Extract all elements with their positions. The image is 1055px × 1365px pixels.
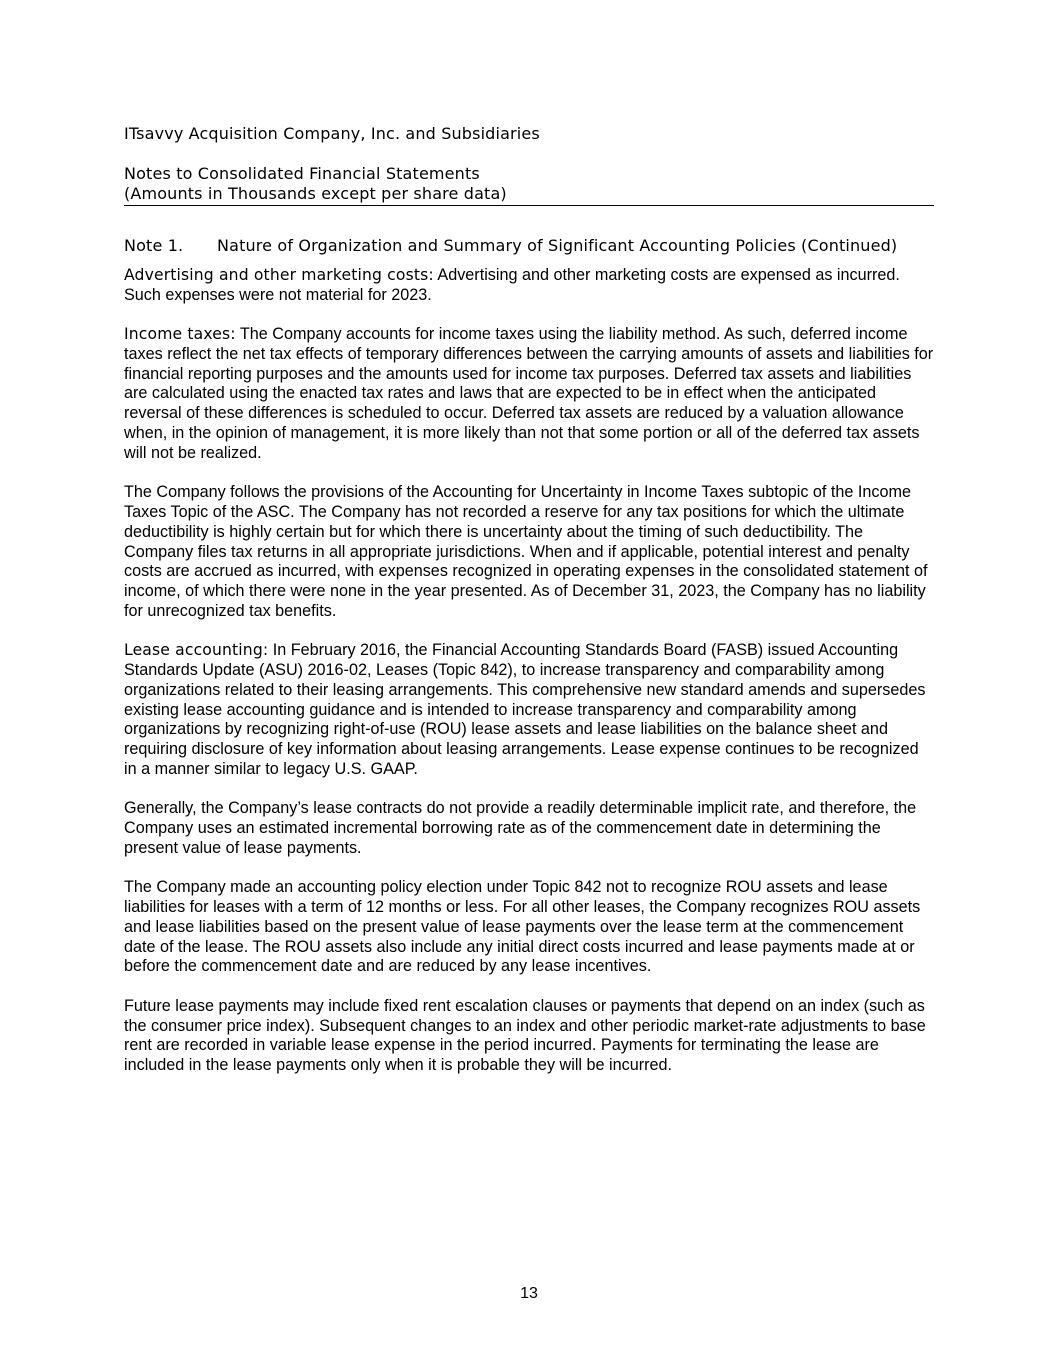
paragraph-implicit-rate: Generally, the Company’s lease contracts do not provide a readily determinable implicit rate, and therefore, the Company uses an estimated incremental borrowing rate as of the commencement date in determining the present value of lease payments. <box>124 799 917 857</box>
page-header <box>124 124 934 206</box>
document-page <box>124 0 934 1365</box>
paragraph-future-payments: Future lease payments may include fixed rent escalation clauses or payments that depend on an index (such as the consumer price index). Subsequent changes to an index and other periodic market-rate adjustments to base rent are recorded in variable lease expense in the period incurred. Payments for terminating the lease are included in the lease payments only when it is probable they will be incurred. <box>124 996 926 1075</box>
paragraph-uncertainty: The Company follows the provisions of the Accounting for Uncertainty in Income Taxes subtopic of the Income Taxes Topic of the ASC. The Company has not recorded a reserve for any tax positions for which the ultimate deductibility is highly certain but for which there is uncertainty about the timing of such deductibility. The Company files tax returns in all appropriate jurisdictions. When and if applicable, potential interest and penalty costs are accrued as incurred, with expenses recognized in operating expenses in the consolidated statement of income, of which there were none in the year presented. As of December 31, 2023, the Company has no liability for unrecognized tax benefits. <box>124 483 928 620</box>
note-number: Note 1. <box>124 236 184 255</box>
paragraph-text-advertising: Advertising and other marketing costs are expensed as incurred. Such expenses were not material for 2023. <box>124 266 900 304</box>
statement-title: Notes to Consolidated Financial Statements <box>124 164 480 183</box>
statement-subtitle: (Amounts in Thousands except per share data) <box>124 184 507 203</box>
paragraph-text-lease-accounting: In February 2016, the Financial Accounting Standards Board (FASB) issued Accounting Standards Update (ASU) 2016-02, Leases (Topic 842), to increase transparency and comparability among organizations related to their leasing arrangements. This comprehensive new standard amends and supersedes existing lease accounting guidance and is intended to increase transparency and comparability among organizations by recognizing right-of-use (ROU) lease assets and lease liabilities on the balance sheet and requiring disclosure of key information about leasing arrangements. Lease expense continues to be recognized in a manner similar to legacy U.S. GAAP. <box>124 641 926 779</box>
paragraph-income-taxes <box>124 325 934 464</box>
note-title: Nature of Organization and Summary of Significant Accounting Policies (Continued) <box>217 236 898 255</box>
company-name: ITsavvy Acquisition Company, Inc. and Subsidiaries <box>124 124 540 143</box>
paragraph-lead-lease-accounting: Lease accounting: <box>124 641 269 660</box>
paragraph-policy-election: The Company made an accounting policy election under Topic 842 not to recognize ROU assets and lease liabilities for leases with a term of 12 months or less. For all other leases, the Company recognizes ROU assets and lease liabilities based on the present value of lease payments over the lease term at the commencement date of the lease. The ROU assets also include any initial direct costs incurred and lease payments made at or before the commencement date and are reduced by any lease incentives. <box>124 878 921 976</box>
paragraph-lead-income-taxes: Income taxes: <box>124 325 236 344</box>
paragraph-lease-accounting <box>124 641 934 780</box>
paragraph-text-income-taxes: The Company accounts for income taxes using the liability method. As such, deferred income taxes reflect the net tax effects of temporary differences between the carrying amounts of assets and liabilities for financial reporting purposes and the amounts used for income tax purposes. Deferred tax assets and liabilities are calculated using the enacted tax rates and laws that are expected to be in effect when the anticipated reversal of these differences is scheduled to occur. Deferred tax assets are reduced by a valuation allowance when, in the opinion of management, it is more likely than not that some portion or all of the deferred tax assets will not be realized. <box>124 325 934 462</box>
note-body <box>124 266 934 1095</box>
note-heading <box>124 236 934 256</box>
paragraph-advertising <box>124 266 934 306</box>
page-number: 13 <box>520 1285 538 1302</box>
paragraph-lead-advertising: Advertising and other marketing costs: <box>124 266 434 284</box>
statement-title-block <box>124 164 934 206</box>
